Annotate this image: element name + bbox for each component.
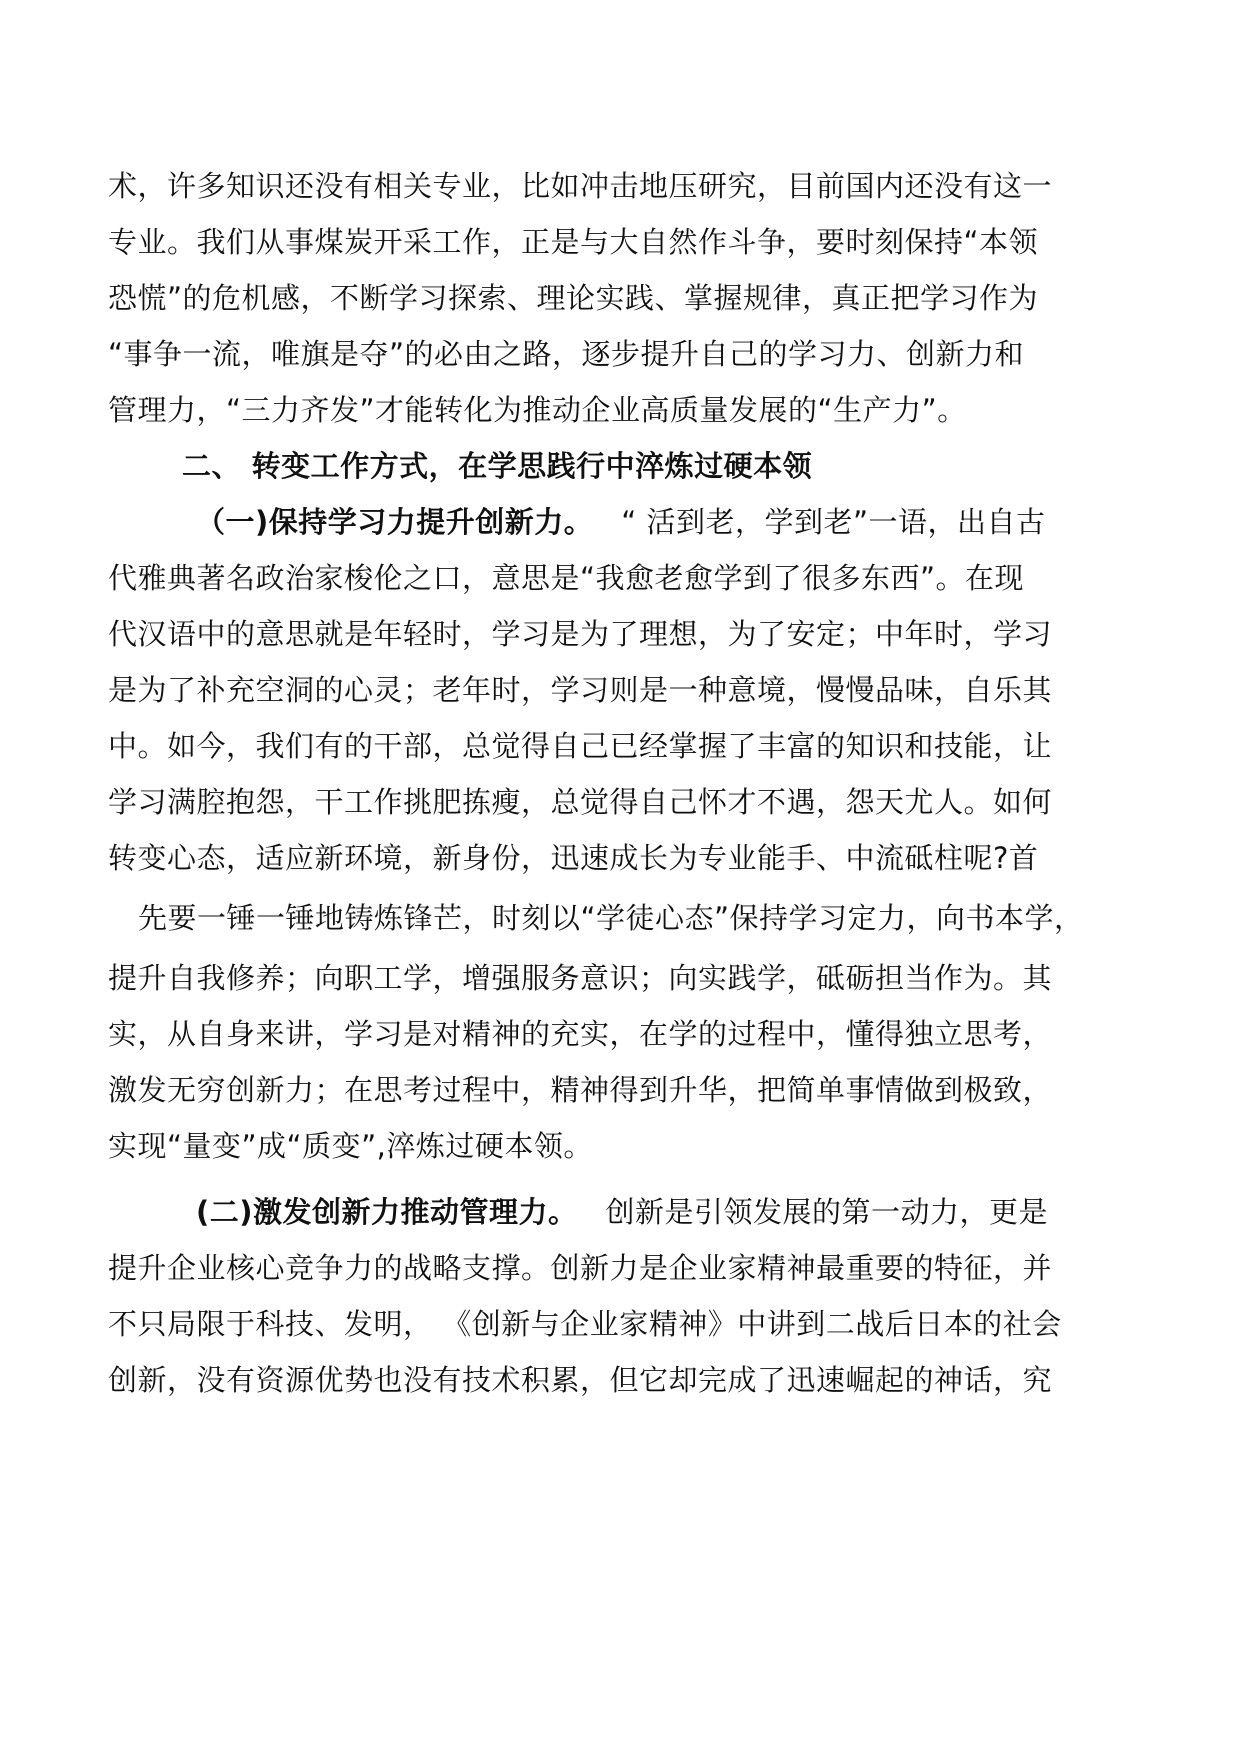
paragraph-line: 提升自我修养；向职工学，增强服务意识；向实践学，砥砺担当作为。其 [108, 961, 1053, 995]
section-heading: 二、 转变工作方式，在学思践行中淬炼过硬本领 [182, 449, 813, 483]
paragraph-line: 不只局限于科技、发明， 《创新与企业家精神》中讲到二战后日本的社会 [108, 1307, 1062, 1341]
paragraph-line: “事争一流，唯旗是夺”的必由之路，逐步提升自己的学习力、创新力和 [108, 337, 1025, 371]
paragraph-line: 术，许多知识还没有相关专业，比如冲击地压研究，目前国内还没有这一 [108, 169, 1053, 203]
paragraph-line: 恐慌”的危机感，不断学习探索、理论实践、掌握规律，真正把学习作为 [108, 281, 1039, 315]
paragraph-line: 代汉语中的意思就是年轻时，学习是为了理想，为了安定；中年时，学习 [108, 617, 1053, 651]
paragraph-lead-line [196, 1192, 1048, 1232]
paragraph-line: 是为了补充空洞的心灵；老年时，学习则是一种意境，慢慢品味，自乐其 [108, 673, 1053, 707]
paragraph-line: 实现“量变”成“质变”,淬炼过硬本领。 [108, 1129, 593, 1163]
paragraph-line: 学习满腔抱怨，干工作挑肥拣瘦，总觉得自己怀才不遇，怨天尤人。如何 [108, 785, 1053, 819]
paragraph-lead-text: 创新是引领发展的第一动力，更是 [605, 1195, 1049, 1229]
paragraph-line: 实，从自身来讲，学习是对精神的充实，在学的过程中，懂得独立思考， [108, 1017, 1053, 1051]
paragraph-line: 提升企业核心竞争力的战略支撑。创新力是企业家精神最重要的特征，并 [108, 1251, 1053, 1285]
subsection-heading: （一)保持学习力提升创新力。 [196, 505, 594, 539]
paragraph-line: 中。如今，我们有的干部，总觉得自己已经掌握了丰富的知识和技能，让 [108, 729, 1053, 763]
subsection-heading: (二)激发创新力推动管理力。 [196, 1195, 578, 1229]
paragraph-lead-line [196, 502, 1046, 542]
paragraph-lead-text: “ 活到老，学到老”一语，出自古 [621, 505, 1046, 539]
paragraph-line: 专业。我们从事煤炭开采工作，正是与大自然作斗争，要时刻保持“本领 [108, 225, 1039, 259]
paragraph-line: 管理力，“三力齐发”才能转化为推动企业高质量发展的“生产力”。 [108, 393, 967, 427]
paragraph-line: 代雅典著名政治家梭伦之口，意思是“我愈老愈学到了很多东西”。在现 [108, 561, 1025, 595]
paragraph-line: 先要一锤一锤地铸炼锋芒，时刻以“学徒心态”保持学习定力，向书本学， [138, 901, 1084, 935]
paragraph-line: 创新，没有资源优势也没有技术积累，但它却完成了迅速崛起的神话，究 [108, 1363, 1053, 1397]
paragraph-line: 转变心态，适应新环境，新身份，迅速成长为专业能手、中流砥柱呢?首 [108, 841, 1039, 875]
paragraph-line: 激发无穷创新力；在思考过程中，精神得到升华，把简单事情做到极致， [108, 1073, 1053, 1107]
